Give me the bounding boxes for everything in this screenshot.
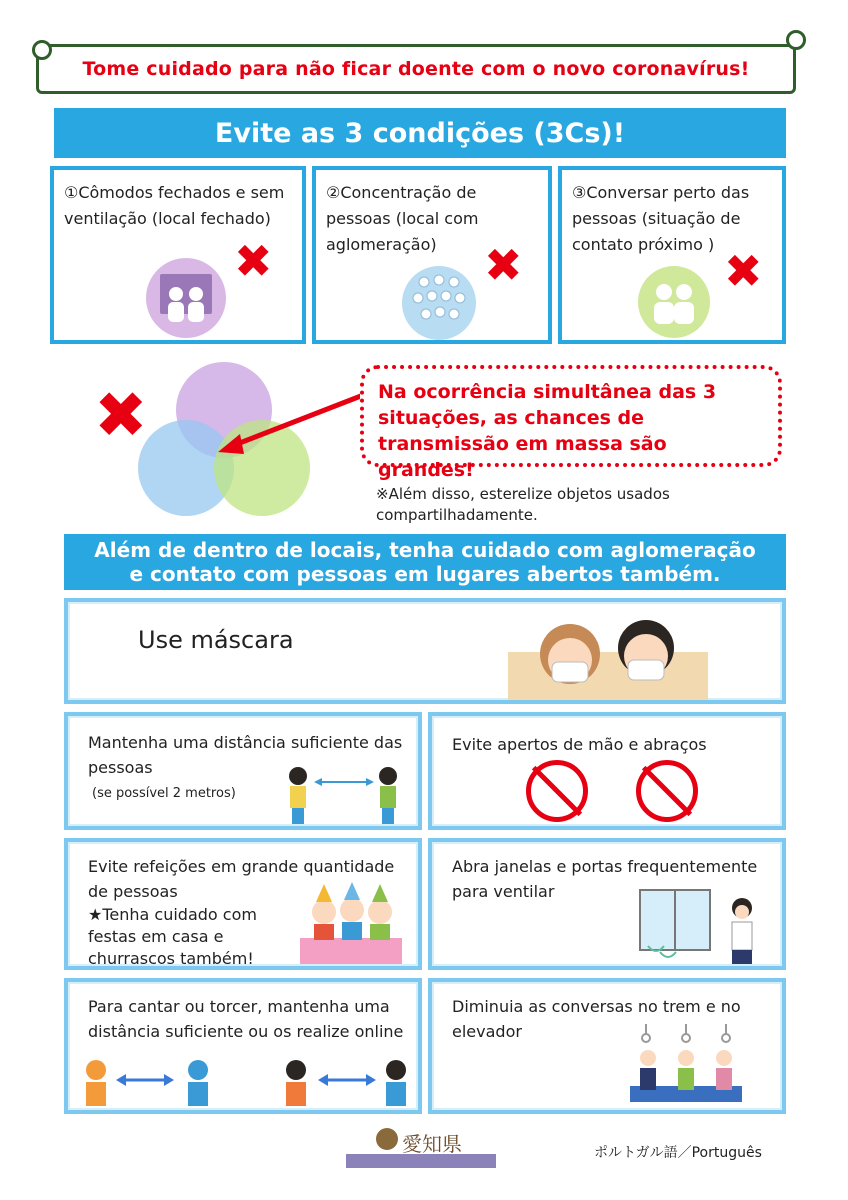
language-label: ポルトガル語／Português [594, 1145, 762, 1161]
no-hug-icon [636, 760, 698, 822]
card-windows [428, 838, 786, 970]
scroll-curl-right [786, 30, 806, 50]
section2-title-line2: e contato com pessoas em lugares abertos também. [129, 562, 721, 586]
masked-people-icon [508, 612, 708, 700]
windows-text: Abra janelas e portas frequentemente para ventilar [452, 857, 758, 901]
handshake-text: Evite apertos de mão e abraços [452, 735, 707, 754]
condition-text: ③Conversar perto das pessoas (situação de contato próximo ) [572, 183, 750, 254]
singing-distance-icon [78, 1052, 414, 1110]
condition-card-crowded-places [312, 166, 552, 344]
card-mask [64, 598, 786, 704]
open-window-icon [638, 886, 768, 970]
page-title: Tome cuidado para não ficar doente com o novo coronavírus! [82, 58, 750, 80]
condition-card-closed-spaces [50, 166, 306, 344]
header-banner [36, 44, 796, 94]
warning-box: Na ocorrência simultânea das 3 situações, as chances de transmissão em massa são grandes! [360, 365, 782, 467]
condition-text: ①Cômodos fechados e sem ventilação (local fechado) [64, 183, 285, 228]
close-contact-icon [638, 266, 710, 338]
train-text: Diminuia as conversas no trem e no elevador [452, 997, 741, 1041]
no-handshake-icon [526, 760, 588, 822]
singing-text: Para cantar ou torcer, mantenha uma distância suficiente ou os realize online [88, 997, 404, 1041]
aichi-prefecture-logo [346, 1128, 496, 1168]
condition-text: ②Concentração de pessoas (local com aglomeração) [326, 183, 479, 254]
section1-title: Evite as 3 condições (3Cs)! [54, 108, 786, 158]
train-passengers-icon [626, 1024, 746, 1110]
meals-sub: ★Tenha cuidado com festas em casa e churrascos também! [88, 905, 257, 968]
card-handshake [428, 712, 786, 830]
section2-title-line1: Além de dentro de locais, tenha cuidado com aglomeração [94, 538, 756, 562]
x-icon: ✖ [724, 244, 763, 298]
card-train [428, 978, 786, 1114]
x-icon-large: ✖ [94, 379, 148, 453]
arrow-icon [210, 388, 370, 458]
card-meals [64, 838, 422, 970]
card-distance [64, 712, 422, 830]
crowd-icon [402, 266, 476, 340]
distance-text: Mantenha uma distância suficiente das pessoas [88, 733, 403, 777]
scroll-curl-left [32, 40, 52, 60]
meals-text: Evite refeições em grande quantidade de pessoas [88, 857, 395, 901]
card-singing [64, 978, 422, 1114]
x-icon: ✖ [234, 234, 273, 288]
sterilize-note: ※Além disso, esterelize objetos usados compartilhadamente. [376, 485, 670, 524]
section2-title [64, 534, 786, 590]
party-icon [296, 882, 406, 968]
distance-sub: (se possível 2 metros) [92, 786, 236, 801]
x-icon: ✖ [484, 238, 523, 292]
mask-text: Use máscara [138, 626, 294, 654]
closed-room-icon [146, 258, 226, 338]
logo-text: 愛知県 [402, 1132, 462, 1156]
distance-icon [284, 762, 404, 826]
condition-card-close-contact [558, 166, 786, 344]
emblem-icon [376, 1128, 398, 1150]
